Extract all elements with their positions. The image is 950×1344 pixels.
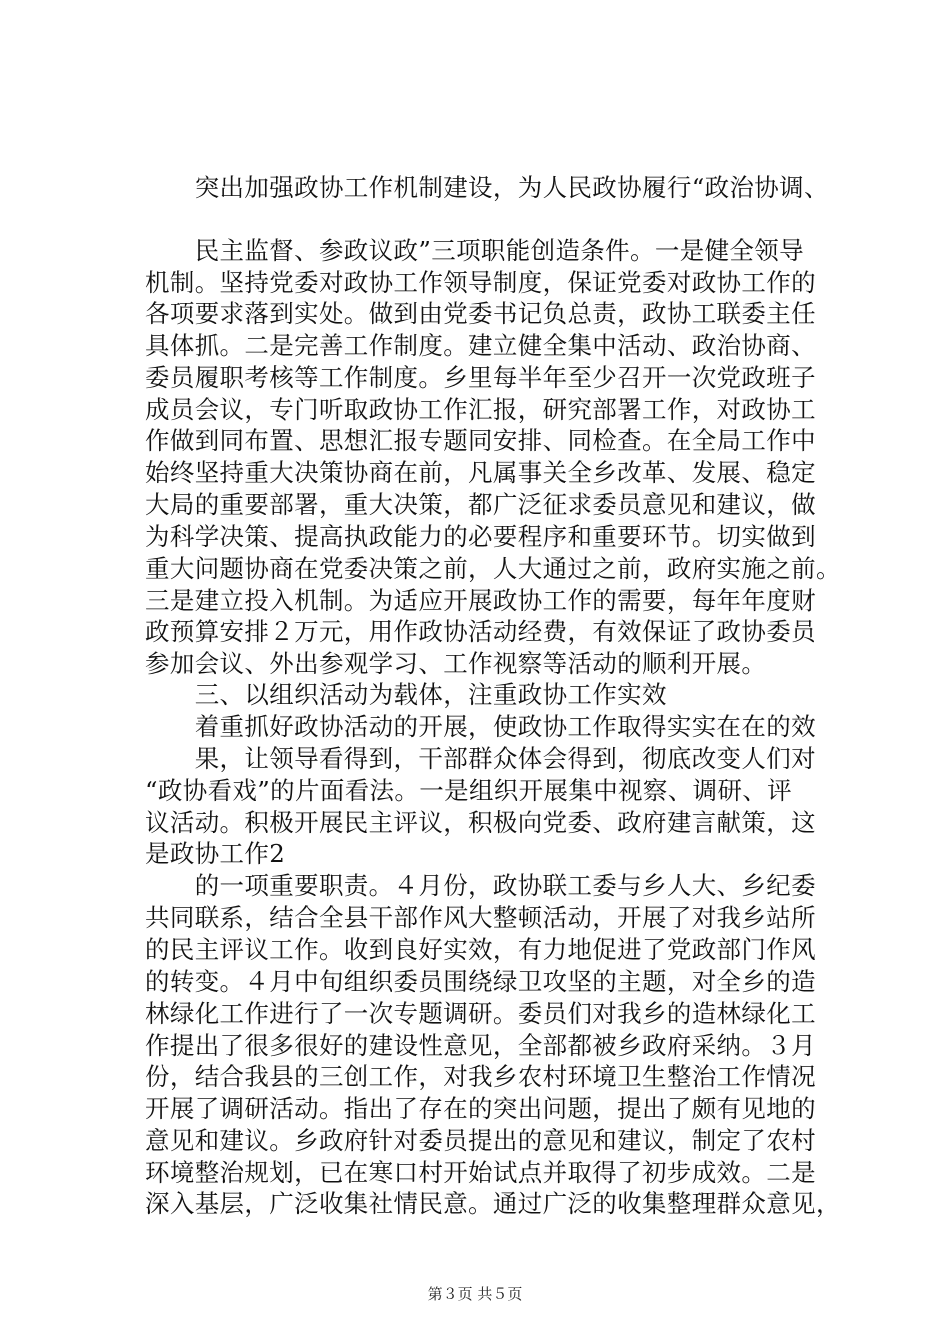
text-line: 意见和建议。乡政府针对委员提出的意见和建议，制定了农村 [145,1126,816,1155]
text-line: 作提出了很多很好的建设性意见，全部都被乡政府采纳。３月 [145,1031,816,1060]
text-line: 环境整治规划，已在寒口村开始试点并取得了初步成效。二是 [145,1158,816,1187]
text-line: 果，让领导看得到，干部群众体会得到，彻底改变人们对 [145,744,816,773]
text-line: 共同联系，结合全县干部作风大整顿活动，开展了对我乡站所 [145,903,816,932]
text-line: 委员履职考核等工作制度。乡里每半年至少召开一次党政班子 [145,363,816,392]
text-line: 参加会议、外出参观学习、工作视察等活动的顺利开展。 [145,649,767,678]
text-line: 民主监督、参政议政”三项职能创造条件。一是健全领导 [145,236,804,265]
text-line: 作做到同布置、思想汇报专题同安排、同检查。在全局工作中 [145,426,816,455]
text-line: 重大问题协商在党委决策之前，人大通过之前，政府实施之前。 [145,554,841,583]
text-line: 各项要求落到实处。做到由党委书记负总责，政协工联委主任 [145,299,816,328]
text-line: 具体抓。二是完善工作制度。建立健全集中活动、政治协商、 [145,331,816,360]
text-line: 成员会议，专门听取政协工作汇报，研究部署工作，对政协工 [145,395,816,424]
page-footer: 第３页 共５页 [427,1285,523,1303]
text-line: 开展了调研活动。指出了存在的突出问题，提出了颇有见地的 [145,1094,816,1123]
text-line: 始终坚持重大决策协商在前，凡属事关全乡改革、发展、稳定 [145,458,816,487]
text-line: 议活动。积极开展民主评议，积极向党委、政府建言献策，这 [145,808,816,837]
text-line: 的一项重要职责。４月份，政协联工委与乡人大、乡纪委 [145,871,816,900]
text-line: 是政协工作2 [145,839,286,868]
text-line: 政预算安排２万元，用作政协活动经费，有效保证了政协委员 [145,617,816,646]
text-line: 着重抓好政协活动的开展，使政协工作取得实实在在的效 [145,712,816,741]
text-line: 林绿化工作进行了一次专题调研。委员们对我乡的造林绿化工 [145,999,816,1028]
text-line: 突出加强政协工作机制建设，为人民政协履行“政治协调、 [145,173,829,202]
text-line: 机制。坚持党委对政协工作领导制度，保证党委对政协工作的 [145,268,816,297]
text-line: 的转变。４月中旬组织委员围绕绿卫攻坚的主题，对全乡的造 [145,967,816,996]
text-line: “政协看戏”的片面看法。一是组织开展集中视察、调研、评 [145,776,792,805]
text-line: 大局的重要部署，重大决策，都广泛征求委员意见和建议，做 [145,490,816,519]
text-line: 三是建立投入机制。为适应开展政协工作的需要，每年年度财 [145,586,816,615]
text-line: 深入基层，广泛收集社情民意。通过广泛的收集整理群众意见， [145,1189,841,1218]
text-line: 的民主评议工作。收到良好实效，有力地促进了党政部门作风 [145,935,816,964]
text-line: 份，结合我县的三创工作，对我乡农村环境卫生整治工作情况 [145,1062,816,1091]
section-heading: 三、以组织活动为载体，注重政协工作实效 [145,680,667,709]
text-line: 为科学决策、提高执政能力的必要程序和重要环节。切实做到 [145,522,816,551]
